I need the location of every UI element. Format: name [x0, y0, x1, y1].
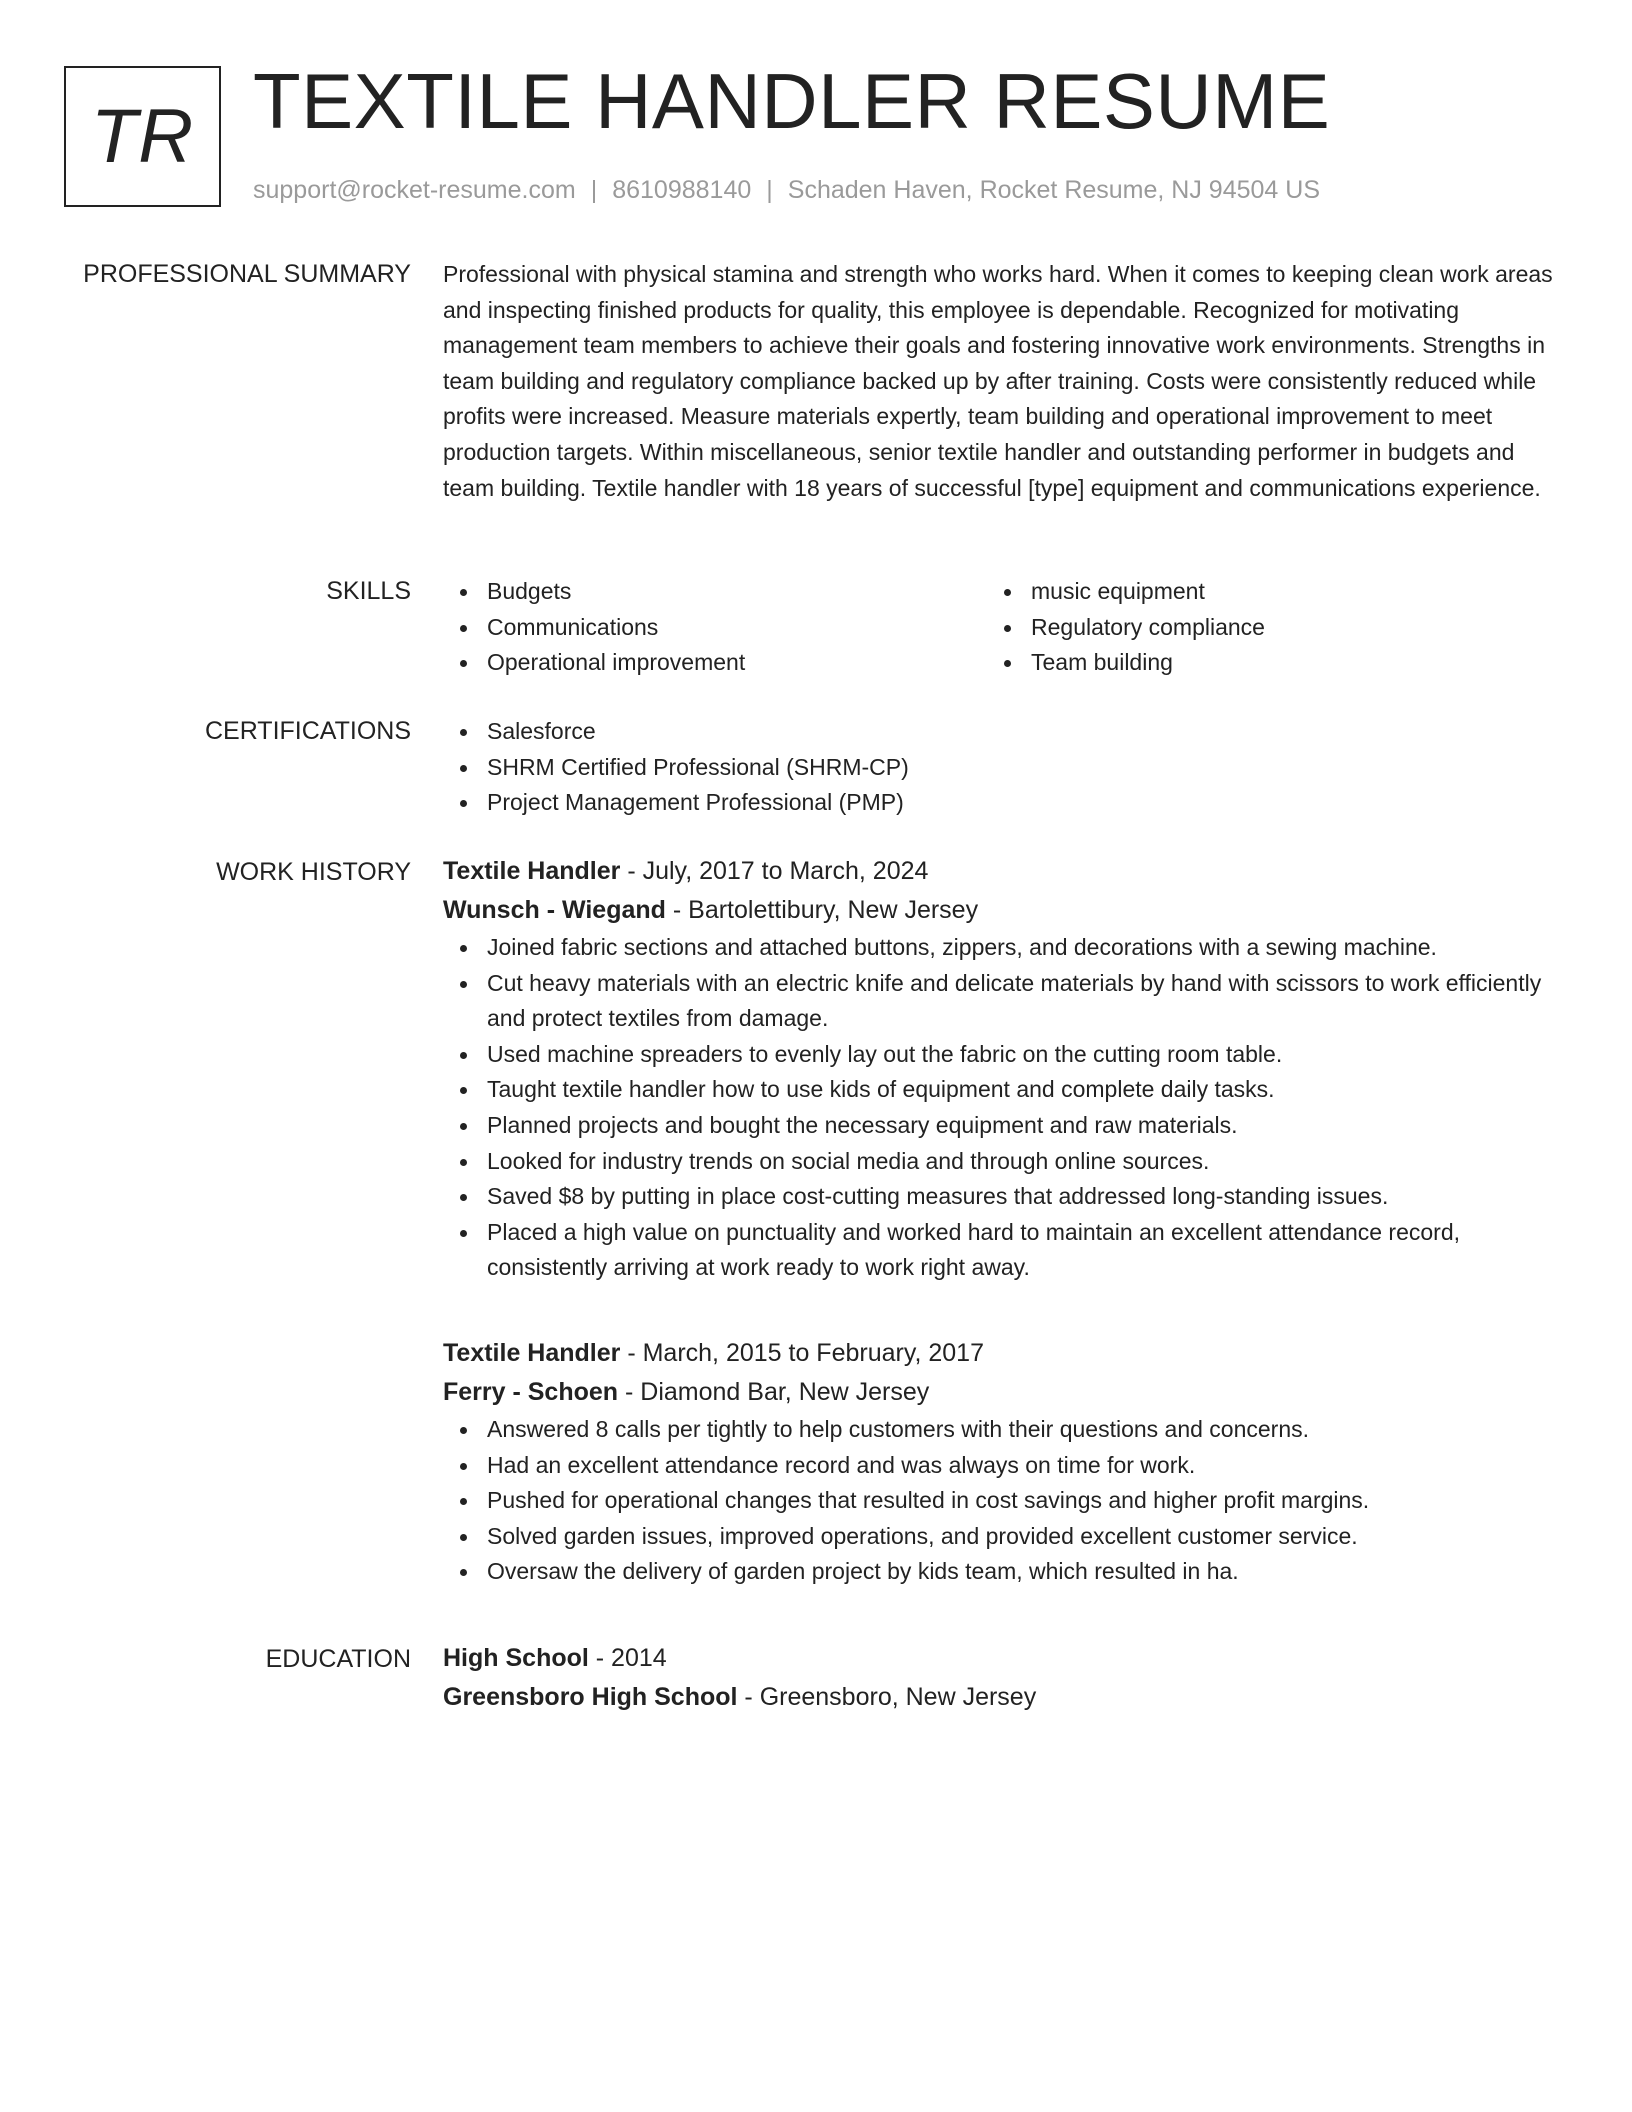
skill-item: Operational improvement	[443, 645, 987, 681]
summary-section	[443, 257, 1563, 506]
job-duty: Had an excellent attendance record and was always on time for work.	[443, 1448, 1563, 1484]
job-duty: Oversaw the delivery of garden project by kids team, which resulted in ha.	[443, 1554, 1563, 1590]
job-title: Textile Handler	[443, 857, 621, 885]
job-title-line	[443, 852, 1563, 891]
job-entry	[443, 852, 1563, 1286]
contact-phone[interactable]: 8610988140	[612, 176, 752, 204]
job-duty: Placed a high value on punctuality and worked hard to maintain an excellent attendance record, consistently arriving at work ready to work right away.	[443, 1215, 1563, 1286]
summary-heading: PROFESSIONAL SUMMARY	[83, 260, 411, 288]
skill-item: Team building	[987, 645, 1531, 681]
job-dates: - July, 2017 to March, 2024	[620, 857, 929, 885]
contact-separator: |	[766, 176, 773, 204]
job-location: - Bartolettibury, New Jersey	[665, 896, 979, 924]
skill-item: music equipment	[987, 574, 1531, 610]
contact-separator: |	[590, 176, 598, 204]
skills-heading: SKILLS	[326, 577, 411, 605]
job-company: Ferry - Schoen	[443, 1378, 619, 1406]
job-duties-list	[443, 1412, 1563, 1590]
certifications-heading: CERTIFICATIONS	[204, 717, 411, 745]
education-school: Greensboro High School	[443, 1683, 738, 1711]
job-duty: Saved $8 by putting in place cost-cutting measures that addressed long-standing issues.	[443, 1179, 1563, 1215]
contact-email[interactable]: support@rocket-resume.com	[253, 176, 576, 204]
skills-column-left	[443, 574, 987, 681]
job-duty: Used machine spreaders to evenly lay out the fabric on the cutting room table.	[443, 1037, 1563, 1073]
certifications-section	[443, 714, 1563, 821]
contact-line	[253, 174, 1320, 206]
summary-text: Professional with physical stamina and strength who works hard. When it comes to keeping clean work areas and inspecting finished products for quality, this employee is dependable. Recognized for motivating management team members to achieve their goals and fostering innovative work environments. Strengths in team building and regulatory compliance backed up by after training. Costs were consistently reduced while profits were increased. Measure materials expertly, team building and operational improvement to meet production targets. Within miscellaneous, senior textile handler and outstanding performer in budgets and team building. Textile handler with 18 years of successful [type] equipment and communications experience.	[443, 261, 1553, 501]
job-company: Wunsch - Wiegand	[443, 896, 666, 924]
education-section	[443, 1639, 1563, 1717]
certifications-list	[443, 714, 1563, 821]
job-company-line	[443, 1373, 1563, 1412]
job-duty: Solved garden issues, improved operations, and provided excellent customer service.	[443, 1519, 1563, 1555]
education-school-line	[443, 1678, 1563, 1717]
contact-address: Schaden Haven, Rocket Resume, NJ 94504 US	[787, 176, 1320, 204]
job-dates: - March, 2015 to February, 2017	[620, 1339, 984, 1367]
education-degree-line	[443, 1639, 1563, 1678]
education-location: - Greensboro, New Jersey	[737, 1683, 1037, 1711]
job-company-line	[443, 891, 1563, 930]
certification-item: Salesforce	[443, 714, 1563, 750]
monogram-initials: TR	[90, 94, 195, 179]
monogram-badge	[64, 66, 221, 207]
job-duty: Pushed for operational changes that resulted in cost savings and higher profit margins.	[443, 1483, 1563, 1519]
job-location: - Diamond Bar, New Jersey	[618, 1378, 930, 1406]
job-title-line	[443, 1334, 1563, 1373]
job-duty: Looked for industry trends on social media and through online sources.	[443, 1144, 1563, 1180]
job-entry	[443, 1334, 1563, 1590]
job-duty: Answered 8 calls per tightly to help customers with their questions and concerns.	[443, 1412, 1563, 1448]
job-duties-list	[443, 930, 1563, 1286]
skills-column-right	[987, 574, 1531, 681]
job-duty: Taught textile handler how to use kids of equipment and complete daily tasks.	[443, 1072, 1563, 1108]
certification-item: SHRM Certified Professional (SHRM-CP)	[443, 750, 1563, 786]
skill-item: Regulatory compliance	[987, 610, 1531, 646]
job-duty: Planned projects and bought the necessary equipment and raw materials.	[443, 1108, 1563, 1144]
work-history-heading: WORK HISTORY	[216, 858, 411, 886]
certification-item: Project Management Professional (PMP)	[443, 785, 1563, 821]
skill-item: Communications	[443, 610, 987, 646]
education-year: - 2014	[588, 1644, 667, 1672]
resume-title: TEXTILE HANDLER RESUME	[253, 57, 1331, 145]
education-heading: EDUCATION	[265, 1645, 411, 1673]
skill-item: Budgets	[443, 574, 987, 610]
job-duty: Cut heavy materials with an electric knife and delicate materials by hand with scissors to work efficiently and protect textiles from damage.	[443, 966, 1563, 1037]
skills-section	[443, 574, 1563, 681]
job-title: Textile Handler	[443, 1339, 621, 1367]
job-duty: Joined fabric sections and attached buttons, zippers, and decorations with a sewing machine.	[443, 930, 1563, 966]
education-degree: High School	[443, 1644, 589, 1672]
